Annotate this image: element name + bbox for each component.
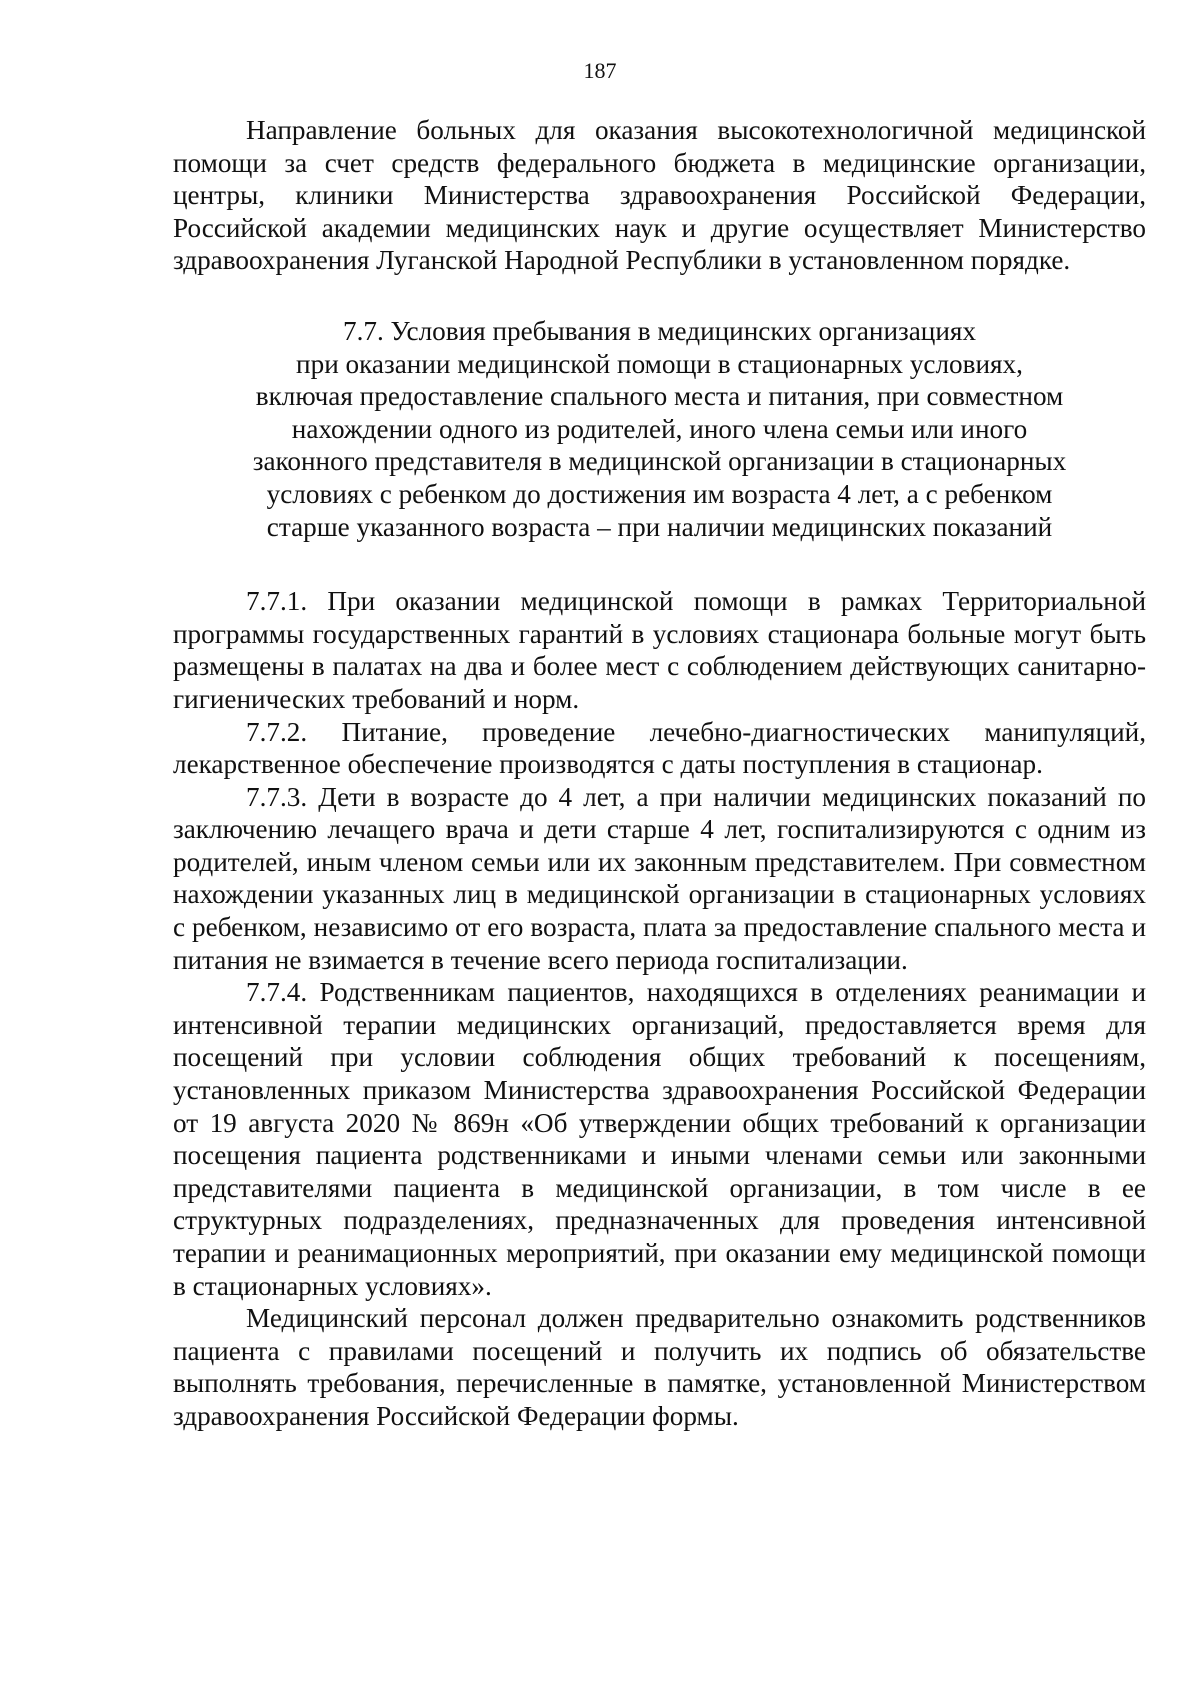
heading-line: нахождении одного из родителей, иного члена семьи или иного [291, 413, 1028, 444]
heading-line: при оказании медицинской помощи в стационарных условиях, [296, 348, 1023, 379]
spacer [173, 277, 1146, 315]
heading-line: условиях с ребенком до достижения им возраста 4 лет, а с ребенком [266, 478, 1053, 509]
heading-line: законного представителя в медицинской организации в стационарных [252, 446, 1067, 477]
paragraph-7-7-1: 7.7.1. При оказании медицинской помощи в рамках Территориальной программы государственных гарантий в условиях стационара больные могут быть размещены в палатах на два и более мест с соблюдением действующих санитарно-гигиенических требований и норм. [173, 586, 1146, 714]
spacer [173, 543, 1146, 585]
page-number: 187 [583, 58, 617, 83]
paragraph-medical-staff: Медицинский персонал должен предварительно ознакомить родственников пациента с правилами посещений и получить их подпись об обязательстве выполнять требования, перечисленные в памятке, установленной Министерством здравоохранения Российской Федерации формы. [173, 1303, 1146, 1431]
heading-line: включая предоставление спального места и питания, при совместном [255, 381, 1064, 412]
section-heading [173, 315, 1146, 543]
intro-paragraph: Направление больных для оказания высокотехнологичной медицинской помощи за счет средств федерального бюджета в медицинские организации, центры, клиники Министерства здравоохранения Российской Федерации, Российской академии медицинских наук и другие осуществляет Министерство здравоохранения Луганской Народной Республики в установленном порядке. [173, 115, 1146, 276]
paragraph-7-7-2: 7.7.2. Питание, проведение лечебно-диагностических манипуляций, лекарственное обеспечение производятся с даты поступления в стационар. [173, 716, 1146, 780]
heading-line: 7.7. Условия пребывания в медицинских организациях [342, 315, 977, 346]
heading-line: старше указанного возраста – при наличии медицинских показаний [266, 511, 1053, 542]
paragraph-7-7-4: 7.7.4. Родственникам пациентов, находящихся в отделениях реанимации и интенсивной терапии медицинских организаций, предоставляется время для посещений при условии соблюдения общих требований к посещениям, установленных приказом Министерства здравоохранения Российской Федерации от 19 августа 2020 № 869н «Об утверждении общих требований к организации посещения пациента родственниками и иными членами семьи или законными представителями пациента в медицинской организации, в том числе в ее структурных подразделениях, предназначенных для проведения интенсивной терапии и реанимационных мероприятий, при оказании ему медицинской помощи в стационарных условиях». [173, 977, 1146, 1301]
document-body [173, 114, 1146, 1433]
paragraph-7-7-3: 7.7.3. Дети в возрасте до 4 лет, а при наличии медицинских показаний по заключению лечащего врача и дети старше 4 лет, госпитализируются с одним из родителей, иным членом семьи или их законным представителем. При совместном нахождении указанных лиц в медицинской организации в стационарных условиях с ребенком, независимо от его возраста, плата за предоставление спального места и питания не взимается в течение всего периода госпитализации. [173, 781, 1146, 975]
